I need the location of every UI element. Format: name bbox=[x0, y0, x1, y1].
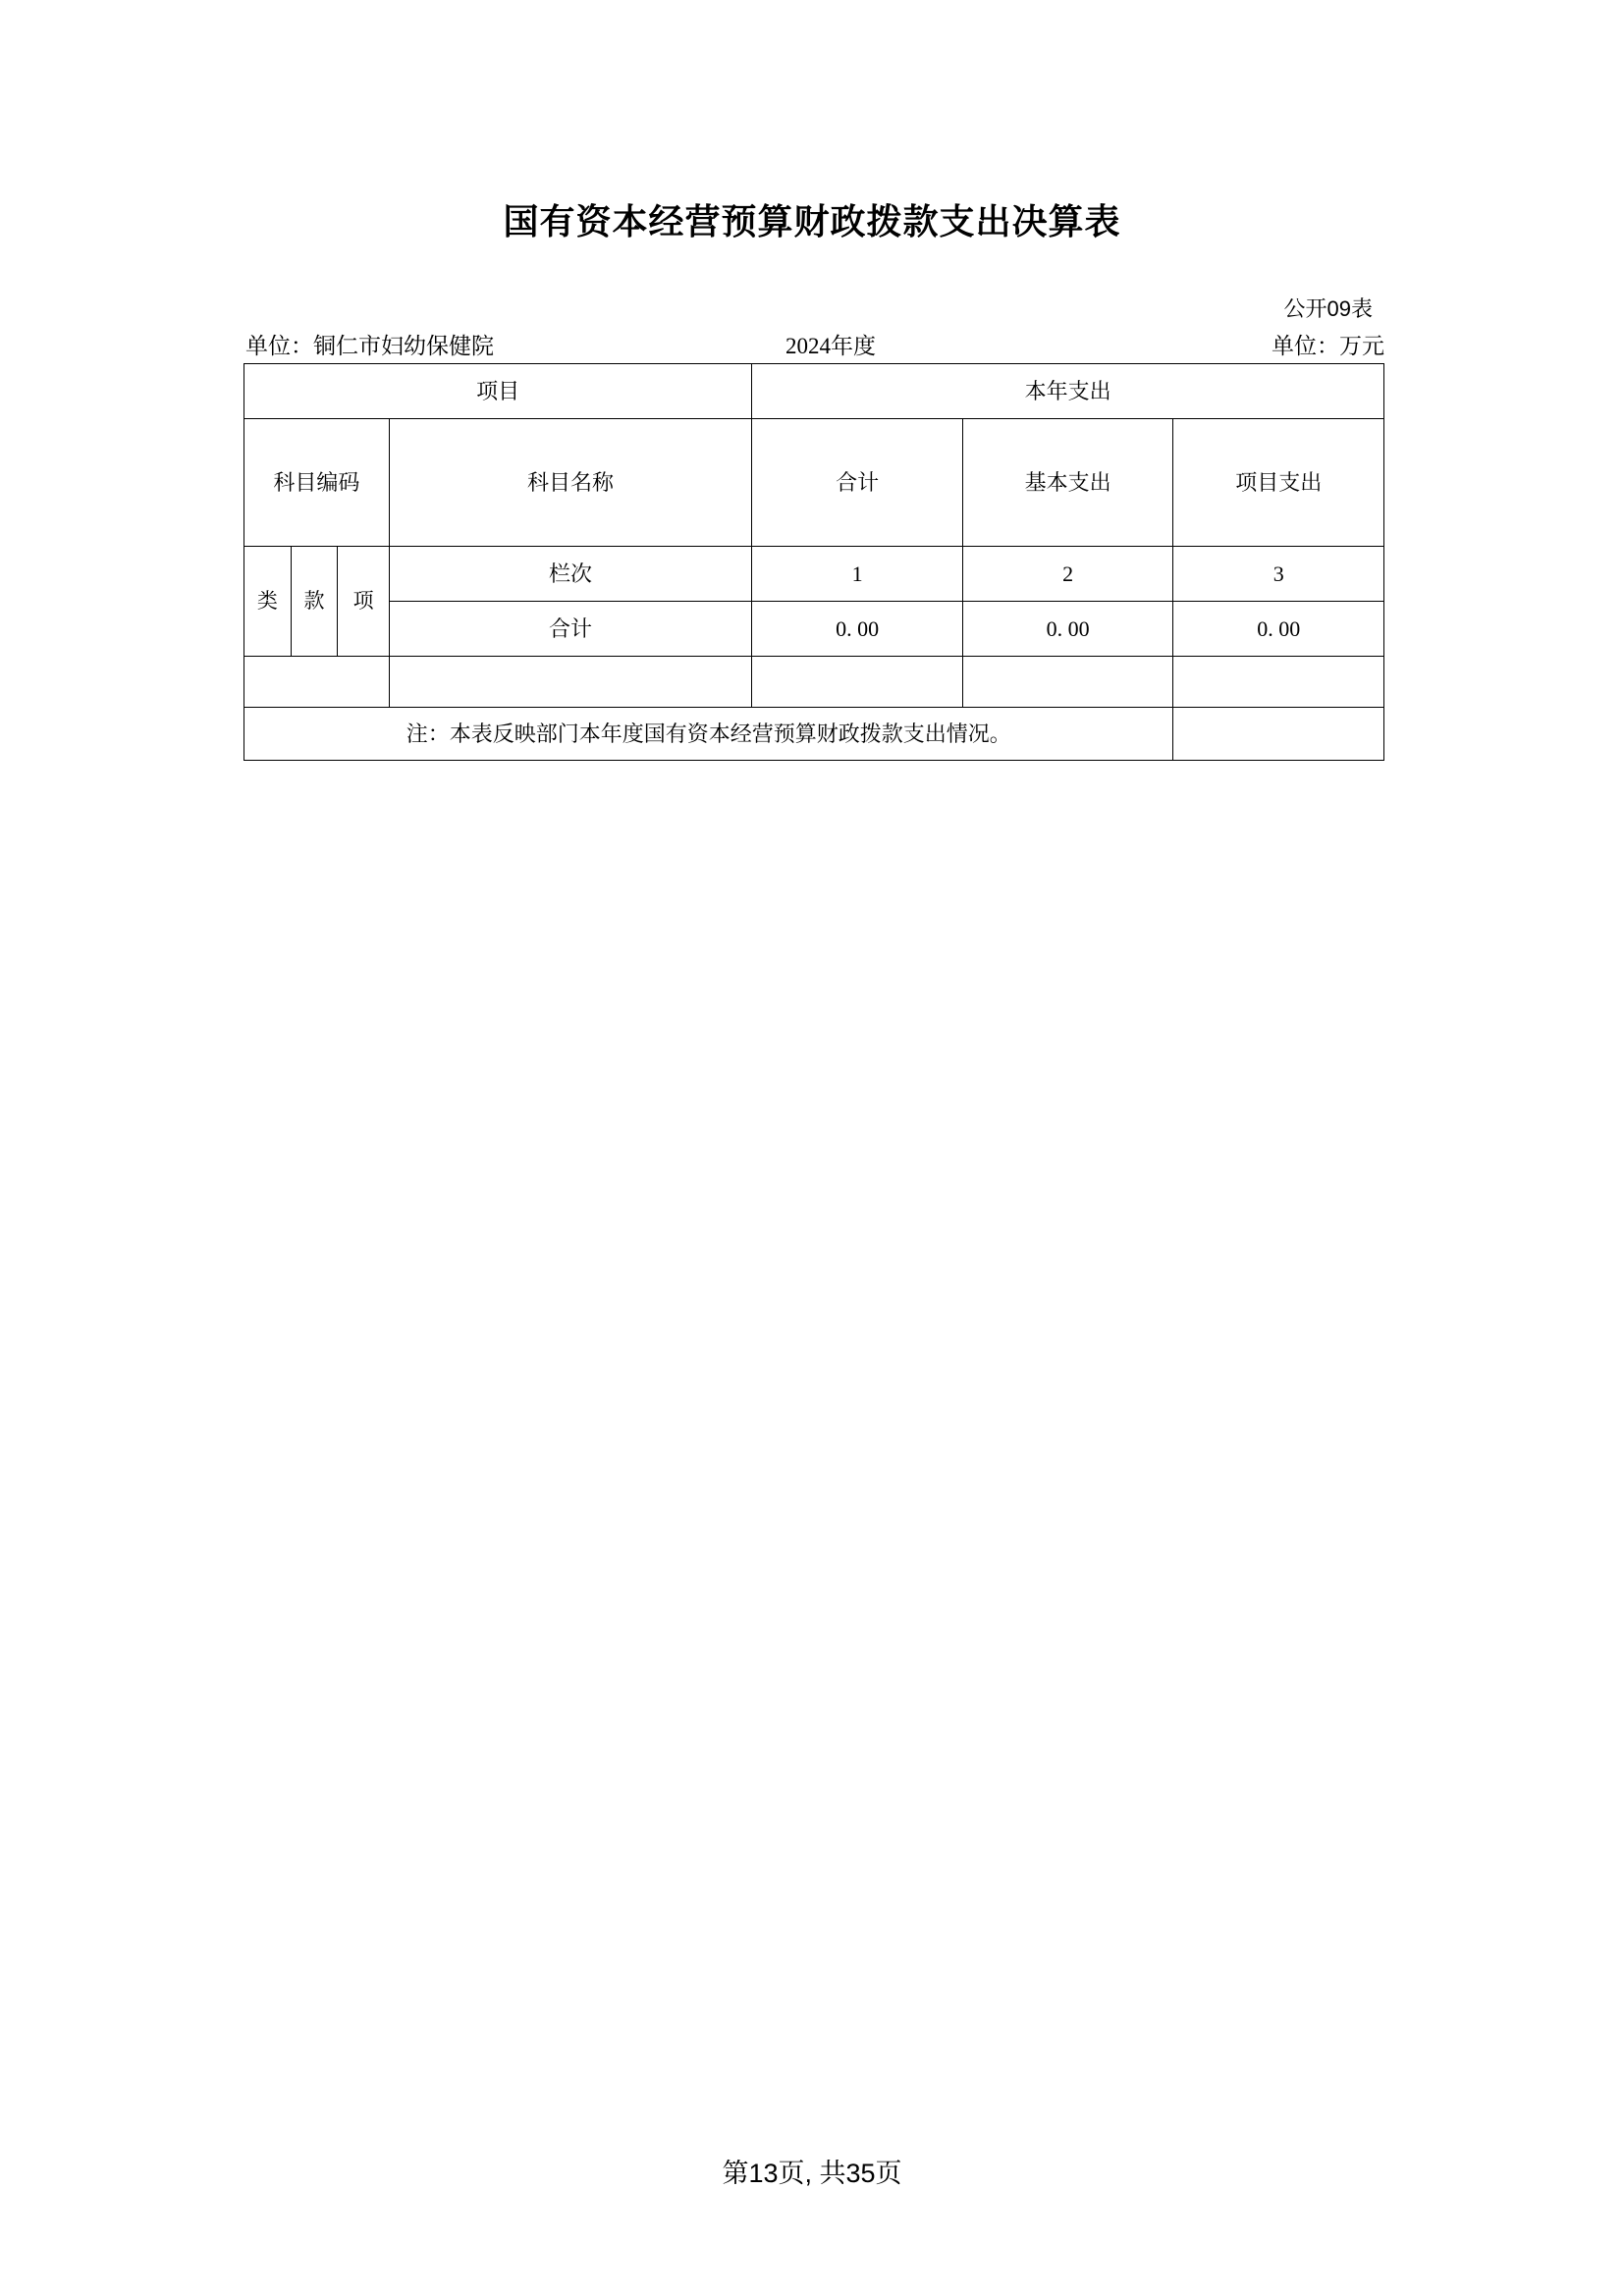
page-footer: 第13页, 共35页 bbox=[722, 2159, 902, 2188]
code-subheader-item: 项 bbox=[338, 547, 389, 657]
total-row-label: 合计 bbox=[389, 602, 752, 657]
group-header-current-year: 本年支出 bbox=[752, 364, 1384, 419]
column-header-subject-code: 科目编码 bbox=[244, 419, 390, 547]
blank-cell-name bbox=[389, 657, 752, 708]
meta-row bbox=[245, 328, 1384, 357]
table-row-blank bbox=[244, 657, 1384, 708]
rank-value-3: 3 bbox=[1173, 547, 1384, 602]
total-value-total: 0. 00 bbox=[752, 602, 963, 657]
blank-cell-basic bbox=[962, 657, 1173, 708]
budget-table bbox=[244, 363, 1384, 761]
rank-row-label: 栏次 bbox=[389, 547, 752, 602]
page-title: 国有资本经营预算财政拨款支出决算表 bbox=[503, 201, 1121, 241]
code-subheader-class: 类 bbox=[244, 547, 292, 657]
year-label: 2024年度 bbox=[785, 334, 876, 358]
table-note: 注：本表反映部门本年度国有资本经营预算财政拨款支出情况。 bbox=[244, 708, 1173, 761]
table-row-note bbox=[244, 708, 1384, 761]
table-row-group-header bbox=[244, 364, 1384, 419]
group-header-project: 项目 bbox=[244, 364, 752, 419]
column-header-project: 项目支出 bbox=[1173, 419, 1384, 547]
column-header-basic: 基本支出 bbox=[962, 419, 1173, 547]
column-header-total: 合计 bbox=[752, 419, 963, 547]
total-value-basic: 0. 00 bbox=[962, 602, 1173, 657]
blank-cell-total bbox=[752, 657, 963, 708]
column-header-subject-name: 科目名称 bbox=[389, 419, 752, 547]
table-row-rank bbox=[244, 547, 1384, 602]
currency-label: 单位：万元 bbox=[1272, 334, 1384, 358]
table-row-column-header bbox=[244, 419, 1384, 547]
form-code-label: 公开09表 bbox=[1283, 296, 1373, 321]
table-row-total bbox=[244, 602, 1384, 657]
blank-cell-code bbox=[244, 657, 390, 708]
rank-value-1: 1 bbox=[752, 547, 963, 602]
unit-label: 单位：铜仁市妇幼保健院 bbox=[245, 334, 494, 358]
blank-cell-project bbox=[1173, 657, 1384, 708]
note-blank-cell bbox=[1173, 708, 1384, 761]
rank-value-2: 2 bbox=[962, 547, 1173, 602]
code-subheader-section: 款 bbox=[291, 547, 338, 657]
total-value-project: 0. 00 bbox=[1173, 602, 1384, 657]
